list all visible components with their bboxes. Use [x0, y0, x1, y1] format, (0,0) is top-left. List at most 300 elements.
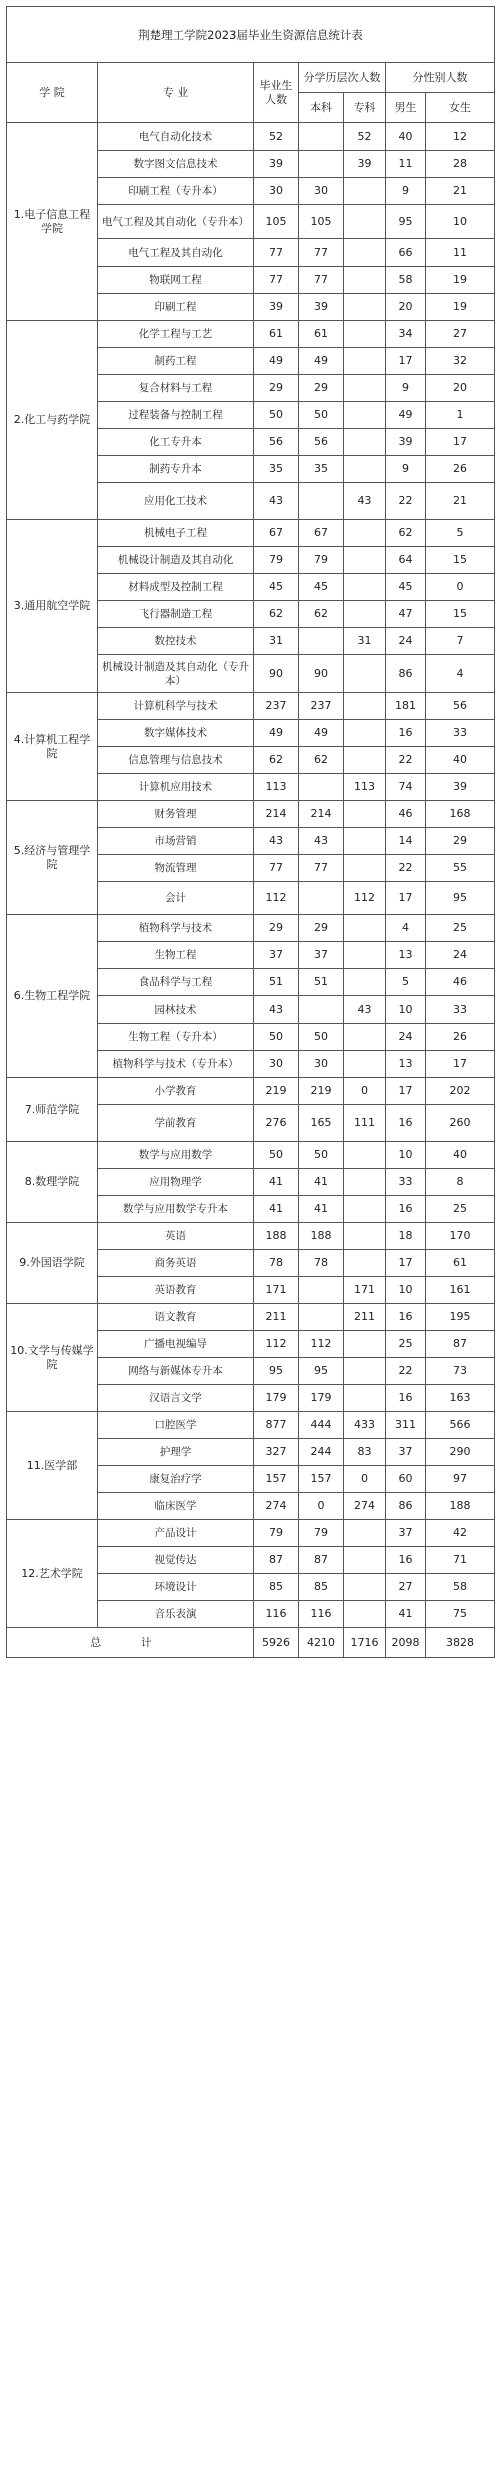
- female-cell: 26: [426, 456, 495, 483]
- college-level-cell: [344, 547, 386, 574]
- college-name-cell: 6.生物工程学院: [7, 915, 98, 1078]
- male-cell: 17: [386, 1250, 426, 1277]
- undergrad-cell: 50: [299, 1142, 344, 1169]
- college-name-cell: 1.电子信息工程学院: [7, 123, 98, 321]
- college-level-cell: [344, 1547, 386, 1574]
- major-name-cell: 材料成型及控制工程: [98, 574, 254, 601]
- total-cell: 62: [254, 747, 299, 774]
- total-cell: 116: [254, 1601, 299, 1628]
- college-level-cell: [344, 375, 386, 402]
- female-cell: 29: [426, 828, 495, 855]
- female-cell: 19: [426, 267, 495, 294]
- total-cell: 112: [254, 882, 299, 915]
- undergrad-cell: [299, 882, 344, 915]
- undergrad-cell: [299, 151, 344, 178]
- undergrad-cell: 56: [299, 429, 344, 456]
- female-cell: 97: [426, 1466, 495, 1493]
- undergrad-cell: 77: [299, 267, 344, 294]
- male-cell: 16: [386, 1385, 426, 1412]
- male-cell: 181: [386, 693, 426, 720]
- college-level-cell: [344, 178, 386, 205]
- male-cell: 13: [386, 1051, 426, 1078]
- major-name-cell: 计算机应用技术: [98, 774, 254, 801]
- major-name-cell: 小学教育: [98, 1078, 254, 1105]
- total-cell: 79: [254, 1520, 299, 1547]
- major-name-cell: 植物科学与技术: [98, 915, 254, 942]
- total-cell: 39: [254, 294, 299, 321]
- female-cell: 73: [426, 1358, 495, 1385]
- male-cell: 9: [386, 178, 426, 205]
- total-cell: 77: [254, 267, 299, 294]
- college-level-cell: [344, 1196, 386, 1223]
- female-cell: 40: [426, 1142, 495, 1169]
- college-level-cell: 0: [344, 1466, 386, 1493]
- total-cell: 157: [254, 1466, 299, 1493]
- undergrad-cell: 87: [299, 1547, 344, 1574]
- college-name-cell: 9.外国语学院: [7, 1223, 98, 1304]
- total-cell: 56: [254, 429, 299, 456]
- female-cell: 17: [426, 1051, 495, 1078]
- college-name-cell: 3.通用航空学院: [7, 520, 98, 693]
- college-level-cell: [344, 828, 386, 855]
- undergrad-cell: 49: [299, 348, 344, 375]
- male-cell: 16: [386, 720, 426, 747]
- major-name-cell: 学前教育: [98, 1105, 254, 1142]
- male-cell: 22: [386, 855, 426, 882]
- major-name-cell: 数学与应用数学: [98, 1142, 254, 1169]
- college-level-cell: [344, 239, 386, 267]
- male-cell: 64: [386, 547, 426, 574]
- college-level-cell: [344, 915, 386, 942]
- total-cell: 49: [254, 348, 299, 375]
- major-name-cell: 飞行器制造工程: [98, 601, 254, 628]
- undergrad-cell: 157: [299, 1466, 344, 1493]
- male-cell: 95: [386, 205, 426, 239]
- college-name-cell: 10.文学与传媒学院: [7, 1304, 98, 1412]
- college-level-cell: [344, 1331, 386, 1358]
- undergrad-cell: 85: [299, 1574, 344, 1601]
- male-cell: 17: [386, 348, 426, 375]
- undergrad-cell: 41: [299, 1196, 344, 1223]
- total-cell: 113: [254, 774, 299, 801]
- undergrad-cell: 79: [299, 547, 344, 574]
- totals-college-level-cell: 1716: [344, 1628, 386, 1658]
- undergrad-cell: 30: [299, 1051, 344, 1078]
- total-cell: 30: [254, 178, 299, 205]
- major-name-cell: 印刷工程（专升本）: [98, 178, 254, 205]
- female-cell: 27: [426, 321, 495, 348]
- table-row: [7, 321, 495, 348]
- male-cell: 311: [386, 1412, 426, 1439]
- female-cell: 290: [426, 1439, 495, 1466]
- total-cell: 85: [254, 1574, 299, 1601]
- table-row: [7, 693, 495, 720]
- college-level-cell: [344, 693, 386, 720]
- total-cell: 37: [254, 942, 299, 969]
- college-level-cell: 433: [344, 1412, 386, 1439]
- table-row: [7, 1412, 495, 1439]
- undergrad-cell: 237: [299, 693, 344, 720]
- female-cell: 161: [426, 1277, 495, 1304]
- major-name-cell: 市场营销: [98, 828, 254, 855]
- total-cell: 67: [254, 520, 299, 547]
- college-level-cell: [344, 1358, 386, 1385]
- undergrad-cell: 444: [299, 1412, 344, 1439]
- totals-total-cell: 5926: [254, 1628, 299, 1658]
- female-cell: 25: [426, 1196, 495, 1223]
- major-name-cell: 生物工程: [98, 942, 254, 969]
- total-cell: 50: [254, 1142, 299, 1169]
- female-cell: 195: [426, 1304, 495, 1331]
- male-cell: 27: [386, 1574, 426, 1601]
- female-cell: 5: [426, 520, 495, 547]
- major-name-cell: 网络与新媒体专升本: [98, 1358, 254, 1385]
- college-level-cell: 43: [344, 996, 386, 1024]
- college-level-cell: [344, 655, 386, 693]
- female-cell: 0: [426, 574, 495, 601]
- college-name-cell: 5.经济与管理学院: [7, 801, 98, 915]
- college-level-cell: 43: [344, 483, 386, 520]
- female-cell: 10: [426, 205, 495, 239]
- female-cell: 168: [426, 801, 495, 828]
- major-name-cell: 化工专升本: [98, 429, 254, 456]
- college-level-cell: [344, 1051, 386, 1078]
- undergrad-cell: [299, 774, 344, 801]
- total-cell: 105: [254, 205, 299, 239]
- totals-female-cell: 3828: [426, 1628, 495, 1658]
- male-cell: 25: [386, 1331, 426, 1358]
- college-level-cell: [344, 942, 386, 969]
- male-cell: 24: [386, 1024, 426, 1051]
- female-cell: 163: [426, 1385, 495, 1412]
- table-row: [7, 1304, 495, 1331]
- total-cell: 214: [254, 801, 299, 828]
- male-cell: 24: [386, 628, 426, 655]
- header-total: 毕业生人数: [254, 63, 299, 123]
- major-name-cell: 康复治疗学: [98, 1466, 254, 1493]
- major-name-cell: 机械电子工程: [98, 520, 254, 547]
- title-row: [7, 7, 495, 63]
- college-level-cell: [344, 1142, 386, 1169]
- major-name-cell: 园林技术: [98, 996, 254, 1024]
- college-level-cell: 31: [344, 628, 386, 655]
- male-cell: 45: [386, 574, 426, 601]
- college-level-cell: [344, 747, 386, 774]
- total-cell: 41: [254, 1169, 299, 1196]
- table-row: [7, 1078, 495, 1105]
- total-cell: 43: [254, 828, 299, 855]
- table-row: [7, 1223, 495, 1250]
- male-cell: 9: [386, 456, 426, 483]
- male-cell: 86: [386, 1493, 426, 1520]
- male-cell: 16: [386, 1547, 426, 1574]
- male-cell: 46: [386, 801, 426, 828]
- female-cell: 7: [426, 628, 495, 655]
- female-cell: 46: [426, 969, 495, 996]
- major-name-cell: 英语教育: [98, 1277, 254, 1304]
- female-cell: 95: [426, 882, 495, 915]
- major-name-cell: 数字图文信息技术: [98, 151, 254, 178]
- major-name-cell: 复合材料与工程: [98, 375, 254, 402]
- total-cell: 276: [254, 1105, 299, 1142]
- male-cell: 16: [386, 1105, 426, 1142]
- male-cell: 58: [386, 267, 426, 294]
- college-name-cell: 4.计算机工程学院: [7, 693, 98, 801]
- major-name-cell: 物流管理: [98, 855, 254, 882]
- total-cell: 112: [254, 1331, 299, 1358]
- college-level-cell: [344, 1024, 386, 1051]
- total-cell: 79: [254, 547, 299, 574]
- total-cell: 171: [254, 1277, 299, 1304]
- male-cell: 11: [386, 151, 426, 178]
- undergrad-cell: 49: [299, 720, 344, 747]
- college-name-cell: 2.化工与药学院: [7, 321, 98, 520]
- female-cell: 4: [426, 655, 495, 693]
- total-cell: 327: [254, 1439, 299, 1466]
- male-cell: 22: [386, 1358, 426, 1385]
- undergrad-cell: 179: [299, 1385, 344, 1412]
- total-cell: 35: [254, 456, 299, 483]
- major-name-cell: 广播电视编导: [98, 1331, 254, 1358]
- undergrad-cell: 79: [299, 1520, 344, 1547]
- female-cell: 40: [426, 747, 495, 774]
- college-level-cell: [344, 321, 386, 348]
- college-level-cell: 83: [344, 1439, 386, 1466]
- undergrad-cell: 214: [299, 801, 344, 828]
- major-name-cell: 过程装备与控制工程: [98, 402, 254, 429]
- total-cell: 50: [254, 1024, 299, 1051]
- college-level-cell: [344, 1385, 386, 1412]
- female-cell: 39: [426, 774, 495, 801]
- female-cell: 42: [426, 1520, 495, 1547]
- major-name-cell: 制药专升本: [98, 456, 254, 483]
- female-cell: 25: [426, 915, 495, 942]
- header-gender-group: 分性别人数: [386, 63, 495, 93]
- undergrad-cell: 30: [299, 178, 344, 205]
- table-row: [7, 1520, 495, 1547]
- undergrad-cell: 62: [299, 747, 344, 774]
- male-cell: 40: [386, 123, 426, 151]
- female-cell: 566: [426, 1412, 495, 1439]
- total-cell: 29: [254, 375, 299, 402]
- female-cell: 33: [426, 996, 495, 1024]
- college-level-cell: [344, 601, 386, 628]
- undergrad-cell: 90: [299, 655, 344, 693]
- total-cell: 62: [254, 601, 299, 628]
- female-cell: 21: [426, 483, 495, 520]
- major-name-cell: 生物工程（专升本）: [98, 1024, 254, 1051]
- college-name-cell: 8.数理学院: [7, 1142, 98, 1223]
- college-level-cell: [344, 520, 386, 547]
- undergrad-cell: 37: [299, 942, 344, 969]
- major-name-cell: 产品设计: [98, 1520, 254, 1547]
- total-cell: 219: [254, 1078, 299, 1105]
- male-cell: 5: [386, 969, 426, 996]
- college-level-cell: 0: [344, 1078, 386, 1105]
- college-level-cell: [344, 720, 386, 747]
- male-cell: 4: [386, 915, 426, 942]
- female-cell: 56: [426, 693, 495, 720]
- undergrad-cell: 219: [299, 1078, 344, 1105]
- major-name-cell: 应用化工技术: [98, 483, 254, 520]
- major-name-cell: 化学工程与工艺: [98, 321, 254, 348]
- college-level-cell: [344, 294, 386, 321]
- college-name-cell: 7.师范学院: [7, 1078, 98, 1142]
- male-cell: 16: [386, 1196, 426, 1223]
- undergrad-cell: 165: [299, 1105, 344, 1142]
- male-cell: 37: [386, 1520, 426, 1547]
- undergrad-cell: 244: [299, 1439, 344, 1466]
- female-cell: 20: [426, 375, 495, 402]
- total-cell: 43: [254, 483, 299, 520]
- total-cell: 39: [254, 151, 299, 178]
- major-name-cell: 数学与应用数学专升本: [98, 1196, 254, 1223]
- total-cell: 30: [254, 1051, 299, 1078]
- major-name-cell: 制药工程: [98, 348, 254, 375]
- male-cell: 17: [386, 1078, 426, 1105]
- college-level-cell: [344, 855, 386, 882]
- header-major: 专 业: [98, 63, 254, 123]
- undergrad-cell: [299, 1304, 344, 1331]
- female-cell: 1: [426, 402, 495, 429]
- undergrad-cell: 62: [299, 601, 344, 628]
- major-name-cell: 语文教育: [98, 1304, 254, 1331]
- female-cell: 202: [426, 1078, 495, 1105]
- totals-row: [7, 1628, 495, 1658]
- header-undergrad: 本科: [299, 93, 344, 123]
- total-cell: 95: [254, 1358, 299, 1385]
- total-cell: 188: [254, 1223, 299, 1250]
- table-row: [7, 1142, 495, 1169]
- total-cell: 179: [254, 1385, 299, 1412]
- total-cell: 50: [254, 402, 299, 429]
- major-name-cell: 印刷工程: [98, 294, 254, 321]
- total-cell: 87: [254, 1547, 299, 1574]
- female-cell: 21: [426, 178, 495, 205]
- major-name-cell: 商务英语: [98, 1250, 254, 1277]
- male-cell: 22: [386, 483, 426, 520]
- major-name-cell: 电气工程及其自动化: [98, 239, 254, 267]
- table-row: [7, 915, 495, 942]
- female-cell: 55: [426, 855, 495, 882]
- college-level-cell: 52: [344, 123, 386, 151]
- major-name-cell: 数控技术: [98, 628, 254, 655]
- college-level-cell: [344, 429, 386, 456]
- male-cell: 9: [386, 375, 426, 402]
- total-cell: 77: [254, 855, 299, 882]
- female-cell: 17: [426, 429, 495, 456]
- female-cell: 87: [426, 1331, 495, 1358]
- total-cell: 61: [254, 321, 299, 348]
- undergrad-cell: [299, 1277, 344, 1304]
- college-level-cell: 171: [344, 1277, 386, 1304]
- male-cell: 60: [386, 1466, 426, 1493]
- undergrad-cell: 39: [299, 294, 344, 321]
- major-name-cell: 会计: [98, 882, 254, 915]
- total-cell: 77: [254, 239, 299, 267]
- female-cell: 61: [426, 1250, 495, 1277]
- total-cell: 52: [254, 123, 299, 151]
- female-cell: 188: [426, 1493, 495, 1520]
- graduate-statistics-table: [6, 6, 495, 1658]
- female-cell: 28: [426, 151, 495, 178]
- total-cell: 90: [254, 655, 299, 693]
- undergrad-cell: 0: [299, 1493, 344, 1520]
- major-name-cell: 音乐表演: [98, 1601, 254, 1628]
- college-level-cell: [344, 1169, 386, 1196]
- female-cell: 24: [426, 942, 495, 969]
- undergrad-cell: 188: [299, 1223, 344, 1250]
- female-cell: 75: [426, 1601, 495, 1628]
- major-name-cell: 环境设计: [98, 1574, 254, 1601]
- major-name-cell: 信息管理与信息技术: [98, 747, 254, 774]
- major-name-cell: 英语: [98, 1223, 254, 1250]
- male-cell: 34: [386, 321, 426, 348]
- major-name-cell: 物联网工程: [98, 267, 254, 294]
- male-cell: 14: [386, 828, 426, 855]
- male-cell: 17: [386, 882, 426, 915]
- total-cell: 29: [254, 915, 299, 942]
- table-row: [7, 123, 495, 151]
- major-name-cell: 食品科学与工程: [98, 969, 254, 996]
- college-level-cell: [344, 574, 386, 601]
- total-cell: 877: [254, 1412, 299, 1439]
- undergrad-cell: 105: [299, 205, 344, 239]
- undergrad-cell: 50: [299, 402, 344, 429]
- total-cell: 41: [254, 1196, 299, 1223]
- totals-undergrad-cell: 4210: [299, 1628, 344, 1658]
- undergrad-cell: 116: [299, 1601, 344, 1628]
- female-cell: 260: [426, 1105, 495, 1142]
- undergrad-cell: 67: [299, 520, 344, 547]
- undergrad-cell: 77: [299, 239, 344, 267]
- female-cell: 15: [426, 601, 495, 628]
- female-cell: 71: [426, 1547, 495, 1574]
- undergrad-cell: 95: [299, 1358, 344, 1385]
- male-cell: 37: [386, 1439, 426, 1466]
- undergrad-cell: 51: [299, 969, 344, 996]
- undergrad-cell: 29: [299, 915, 344, 942]
- header-college-level: 专科: [344, 93, 386, 123]
- major-name-cell: 财务管理: [98, 801, 254, 828]
- total-cell: 49: [254, 720, 299, 747]
- total-cell: 31: [254, 628, 299, 655]
- undergrad-cell: 78: [299, 1250, 344, 1277]
- totals-male-cell: 2098: [386, 1628, 426, 1658]
- male-cell: 74: [386, 774, 426, 801]
- undergrad-cell: 50: [299, 1024, 344, 1051]
- table-row: [7, 801, 495, 828]
- male-cell: 66: [386, 239, 426, 267]
- undergrad-cell: 35: [299, 456, 344, 483]
- undergrad-cell: 41: [299, 1169, 344, 1196]
- male-cell: 33: [386, 1169, 426, 1196]
- college-level-cell: 39: [344, 151, 386, 178]
- female-cell: 33: [426, 720, 495, 747]
- female-cell: 11: [426, 239, 495, 267]
- major-name-cell: 护理学: [98, 1439, 254, 1466]
- total-cell: 51: [254, 969, 299, 996]
- header-female: 女生: [426, 93, 495, 123]
- total-cell: 78: [254, 1250, 299, 1277]
- college-level-cell: 112: [344, 882, 386, 915]
- major-name-cell: 视觉传达: [98, 1547, 254, 1574]
- undergrad-cell: 43: [299, 828, 344, 855]
- male-cell: 10: [386, 996, 426, 1024]
- major-name-cell: 植物科学与技术（专升本）: [98, 1051, 254, 1078]
- female-cell: 19: [426, 294, 495, 321]
- major-name-cell: 机械设计制造及其自动化: [98, 547, 254, 574]
